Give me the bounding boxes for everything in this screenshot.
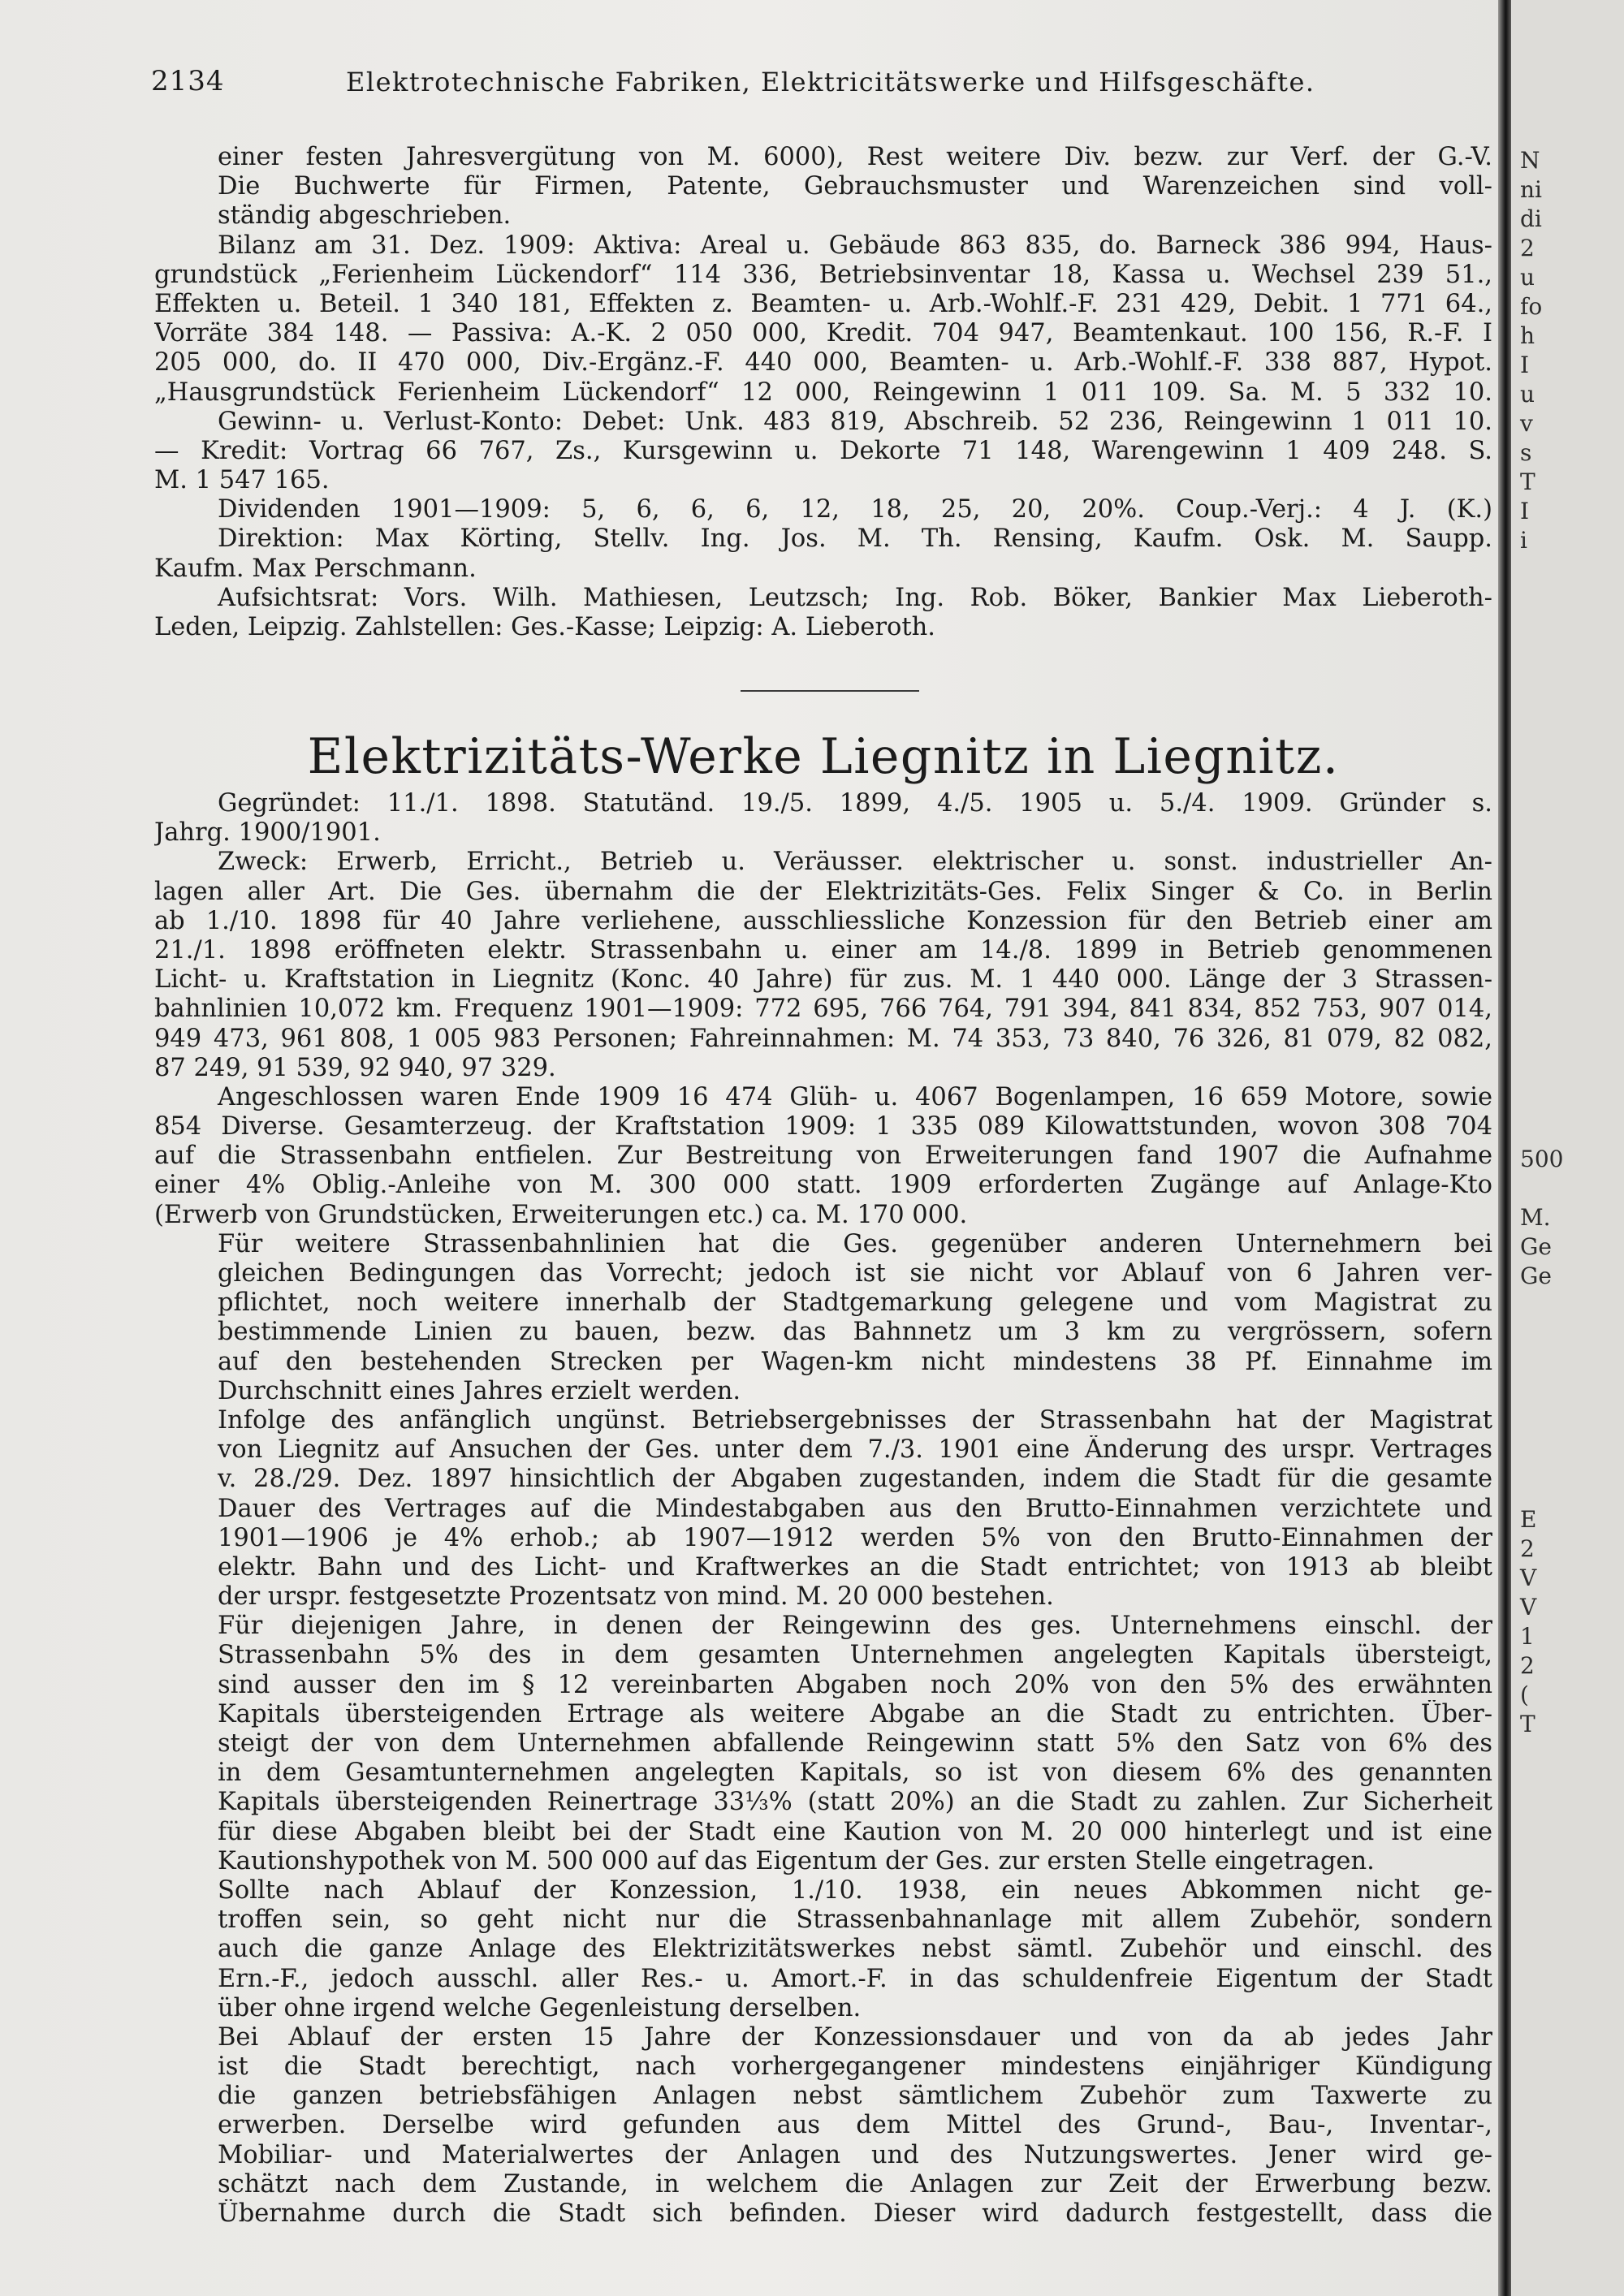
- text-line: Licht- u. Kraftstation in Liegnitz (Konc. 40 Jahre) für zus. M. 1 440 000. Länge der 3 Strassen-: [154, 965, 1492, 995]
- profit-loss-line: Gewinn- u. Verlust-Konto: Debet: Unk. 483 819, Abschreib. 52 236, Reingewinn 1 011 10.: [218, 407, 1492, 436]
- fragment: V: [1520, 1564, 1537, 1591]
- fragment: 2: [1520, 1652, 1535, 1679]
- page-number: 2134: [151, 65, 225, 97]
- text-line: Jahrg. 1900/1901.: [154, 818, 381, 848]
- dividends-line: Dividenden 1901—1909: 5, 6, 6, 6, 12, 18, 25, 20, 20%. Coup.-Verj.: 4 J. (K.): [218, 495, 1492, 524]
- text-line: Leden, Leipzig. Zahlstellen: Ges.-Kasse; Leipzig: A. Lieberoth.: [154, 613, 935, 641]
- text-line: für diese Abgaben bleibt bei der Stadt eine Kaution von M. 20 000 hinterlegt und ist eine: [218, 1817, 1492, 1846]
- direction-line: Direktion: Max Körting, Stellv. Ing. Jos. M. Th. Rensing, Kaufm. Osk. M. Saupp.: [218, 524, 1492, 554]
- fragment: u: [1520, 264, 1535, 291]
- text-line: schätzt nach dem Zustande, in welchem die Anlagen zur Zeit der Erwerbung bezw.: [218, 2169, 1492, 2199]
- text-line: grundstück „Ferienheim Lückendorf“ 114 336, Betriebsinventar 18, Kassa u. Wechsel 239 51.,: [154, 260, 1492, 289]
- text-line: in dem Gesamtunternehmen angelegten Kapitals, so ist von diesem 6% des genannten: [218, 1759, 1492, 1788]
- fragment: M.: [1520, 1204, 1551, 1231]
- text-line: v. 28./29. Dez. 1897 hinsichtlich der Abgaben zugestanden, indem die Stadt für die gesamte: [218, 1465, 1492, 1494]
- text-line: (Erwerb von Grundstücken, Erweiterungen etc.) ca. M. 170 000.: [154, 1200, 968, 1229]
- text-line: die ganzen betriebsfähigen Anlagen nebst sämtlichem Zubehör zum Taxwerte zu: [218, 2082, 1492, 2111]
- text-line: Durchschnitt eines Jahres erzielt werden.: [218, 1376, 741, 1405]
- text-line: steigt der von dem Unternehmen abfallende Reingewinn statt 5% den Satz von 6% des: [218, 1729, 1492, 1758]
- text-line: Kaufm. Max Perschmann.: [154, 554, 477, 583]
- text-line: 21./1. 1898 eröffneten elektr. Strassenbahn u. einer am 14./8. 1899 in Betrieb genommenen: [154, 935, 1492, 965]
- text-line: 205 000, do. II 470 000, Div.-Ergänz.-F. 440 000, Beamten- u. Arb.-Wohlf.-F. 338 887, Hypot.: [154, 348, 1492, 378]
- text-line: Übernahme durch die Stadt sich befinden. Dieser wird dadurch festgestellt, dass die: [218, 2199, 1492, 2228]
- text-line: bestimmende Linien zu bauen, bezw. das Bahnnetz um 3 km zu vergrössern, sofern: [218, 1318, 1492, 1347]
- fragment: 1: [1520, 1623, 1535, 1650]
- fragment: h: [1520, 322, 1535, 349]
- fragment: E: [1520, 1506, 1537, 1533]
- text-line: bahnlinien 10,072 km. Frequenz 1901—1909: 772 695, 766 764, 791 394, 841 834, 852 753, 907 014,: [154, 995, 1492, 1024]
- text-line: auch die ganze Anlage des Elektrizitätswerkes nebst sämtl. Zubehör und einschl. des: [218, 1935, 1492, 1964]
- fragment: v: [1520, 410, 1533, 437]
- text-line: ist die Stadt berechtigt, nach vorhergegangener mindestens einjähriger Kündigung: [218, 2052, 1492, 2082]
- text-line: Ern.-F., jedoch ausschl. aller Res.- u. Amort.-F. in das schuldenfreie Eigentum der Stadt: [218, 1964, 1492, 1993]
- fragment: 2: [1520, 1535, 1535, 1562]
- text-line: gleichen Bedingungen das Vorrecht; jedoch ist sie nicht vor Ablauf von 6 Jahren ver-: [218, 1259, 1492, 1288]
- fragment: di: [1520, 205, 1542, 232]
- supervisory-board-line: Aufsichtsrat: Vors. Wilh. Mathiesen, Leutzsch; Ing. Rob. Böker, Bankier Max Lieberoth-: [218, 583, 1492, 612]
- fragment: Ge: [1520, 1262, 1552, 1289]
- fragment: 500: [1520, 1146, 1564, 1172]
- text-line: 87 249, 91 539, 92 940, 97 329.: [154, 1053, 556, 1082]
- text-line: Für diejenigen Jahre, in denen der Reingewinn des ges. Unternehmens einschl. der: [218, 1612, 1492, 1641]
- text-line: Die Buchwerte für Firmen, Patente, Gebrauchsmuster und Warenzeichen sind voll-: [218, 172, 1492, 201]
- adjacent-page-edge: [1512, 0, 1624, 2296]
- fragment: (: [1520, 1681, 1529, 1708]
- text-line: auf die Strassenbahn entfielen. Zur Bestreitung von Erweiterungen fand 1907 die Aufnahme: [154, 1142, 1492, 1171]
- fragment: i: [1520, 527, 1527, 554]
- fragment: T: [1520, 468, 1535, 495]
- text-line: lagen aller Art. Die Ges. übernahm die der Elektrizitäts-Ges. Felix Singer & Co. in Berlin: [154, 877, 1492, 906]
- book-gutter-shadow: [1498, 0, 1511, 2296]
- text-line: pflichtet, noch weitere innerhalb der Stadtgemarkung gelegene und vom Magistrat zu: [218, 1288, 1492, 1318]
- text-line: M. 1 547 165.: [154, 466, 330, 495]
- text-line: von Liegnitz auf Ansuchen der Ges. unter dem 7./3. 1901 eine Änderung des urspr. Vertrages: [218, 1435, 1492, 1465]
- text-line: ab 1./10. 1898 für 40 Jahre verliehene, ausschliessliche Konzession für den Betrieb einer am: [154, 906, 1492, 935]
- text-line: Vorräte 384 148. — Passiva: A.-K. 2 050 000, Kredit. 704 947, Beamtenkaut. 100 156, R.-F. I: [154, 319, 1492, 348]
- text-line: 1901—1906 je 4% erhob.; ab 1907—1912 werden 5% von den Brutto-Einnahmen der: [218, 1523, 1492, 1552]
- text-line: Mobiliar- und Materialwertes der Anlagen und des Nutzungswertes. Jener wird ge-: [218, 2140, 1492, 2169]
- text-line: einer 4% Oblig.-Anleihe von M. 300 000 statt. 1909 erforderten Zugänge auf Anlage-Kto: [154, 1171, 1492, 1200]
- article-title: Elektrizitäts-Werke Liegnitz in Liegnitz.: [307, 728, 1340, 785]
- founded-line: Gegründet: 11./1. 1898. Statutänd. 19./5. 1899, 4./5. 1905 u. 5./4. 1909. Gründer s.: [218, 789, 1492, 818]
- fragment: fo: [1520, 293, 1543, 320]
- text-line: auf den bestehenden Strecken per Wagen-km nicht mindestens 38 Pf. Einnahme im: [218, 1347, 1492, 1376]
- text-line: über ohne irgend welche Gegenleistung derselben.: [218, 1993, 862, 2022]
- text-line: Für weitere Strassenbahnlinien hat die Ges. gegenüber anderen Unternehmern bei: [218, 1229, 1492, 1258]
- text-line: Kautionshypothek von M. 500 000 auf das Eigentum der Ges. zur ersten Stelle eingetragen.: [218, 1846, 1375, 1875]
- fragment: ni: [1520, 176, 1542, 203]
- text-line: ständig abgeschrieben.: [218, 201, 512, 231]
- text-line: Strassenbahn 5% des in dem gesamten Unternehmen angelegten Kapitals übersteigt,: [218, 1641, 1492, 1670]
- text-line: Bei Ablauf der ersten 15 Jahre der Konzessionsdauer und von da ab jedes Jahr: [218, 2022, 1492, 2052]
- text-line: — Kredit: Vortrag 66 767, Zs., Kursgewinn u. Dekorte 71 148, Warengewinn 1 409 248. S.: [154, 436, 1492, 465]
- text-line: 854 Diverse. Gesamterzeug. der Kraftstation 1909: 1 335 089 Kilowattstunden, wovon 308 704: [154, 1112, 1492, 1142]
- company-entry-liegnitz: [154, 789, 1492, 2229]
- fragment: I: [1520, 498, 1530, 524]
- balance-sheet-line: Bilanz am 31. Dez. 1909: Aktiva: Areal u. Gebäude 863 835, do. Barneck 386 994, Haus-: [218, 231, 1492, 260]
- fragment: s: [1520, 439, 1532, 466]
- running-title: Elektrotechnische Fabriken, Elektricitätswerke und Hilfsgeschäfte.: [346, 67, 1315, 97]
- text-line: elektr. Bahn und des Licht- und Kraftwerkes an die Stadt entrichtet; von 1913 ab bleibt: [218, 1552, 1492, 1582]
- text-line: Dauer des Vertrages auf die Mindestabgaben aus den Brutto-Einnahmen verzichtete und: [218, 1494, 1492, 1523]
- text-line: sind ausser den im § 12 vereinbarten Abgaben noch 20% von den 5% des erwähnten: [218, 1670, 1492, 1699]
- fragment: V: [1520, 1594, 1537, 1621]
- text-line: Kapitals übersteigenden Reinertrage 33⅓% (statt 20%) an die Stadt zu zahlen. Zur Sicherheit: [218, 1788, 1492, 1817]
- previous-company-entry: [154, 143, 1492, 642]
- purpose-line: Zweck: Erwerb, Erricht., Betrieb u. Veräusser. elektrischer u. sonst. industrieller An-: [218, 848, 1492, 877]
- fragment: T: [1520, 1711, 1535, 1737]
- page-header: [151, 65, 1491, 106]
- fragment: 2: [1520, 235, 1535, 261]
- section-divider: [741, 690, 919, 692]
- text-line: der urspr. festgesetzte Prozentsatz von mind. M. 20 000 bestehen.: [218, 1582, 1054, 1612]
- text-line: 949 473, 961 808, 1 005 983 Personen; Fahreinnahmen: M. 74 353, 73 840, 76 326, 81 079, 82 082,: [154, 1024, 1492, 1053]
- text-line: einer festen Jahresvergütung von M. 6000), Rest weitere Div. bezw. zur Verf. der G.-V.: [218, 143, 1492, 171]
- text-line: troffen sein, so geht nicht nur die Strassenbahnanlage mit allem Zubehör, sondern: [218, 1905, 1492, 1935]
- fragment: u: [1520, 381, 1535, 408]
- text-line: Infolge des anfänglich ungünst. Betriebsergebnisses der Strassenbahn hat der Magistrat: [218, 1405, 1492, 1435]
- text-line: erwerben. Derselbe wird gefunden aus dem Mittel des Grund-, Bau-, Inventar-,: [218, 2111, 1492, 2140]
- fragment: I: [1520, 352, 1530, 378]
- text-line: Kapitals übersteigenden Ertrage als weitere Abgabe an die Stadt zu entrichten. Über-: [218, 1699, 1492, 1728]
- text-line: Angeschlossen waren Ende 1909 16 474 Glüh- u. 4067 Bogenlampen, 16 659 Motore, sowie: [218, 1082, 1492, 1111]
- text-line: Effekten u. Beteil. 1 340 181, Effekten z. Beamten- u. Arb.-Wohlf.-F. 231 429, Debit. 1 771 64.,: [154, 289, 1492, 318]
- fragment: Ge: [1520, 1233, 1552, 1260]
- fragment: N: [1520, 147, 1540, 174]
- text-line: Sollte nach Ablauf der Konzession, 1./10. 1938, ein neues Abkommen nicht ge-: [218, 1875, 1492, 1905]
- text-line: „Hausgrundstück Ferienheim Lückendorf“ 12 000, Reingewinn 1 011 109. Sa. M. 5 332 10.: [154, 378, 1492, 407]
